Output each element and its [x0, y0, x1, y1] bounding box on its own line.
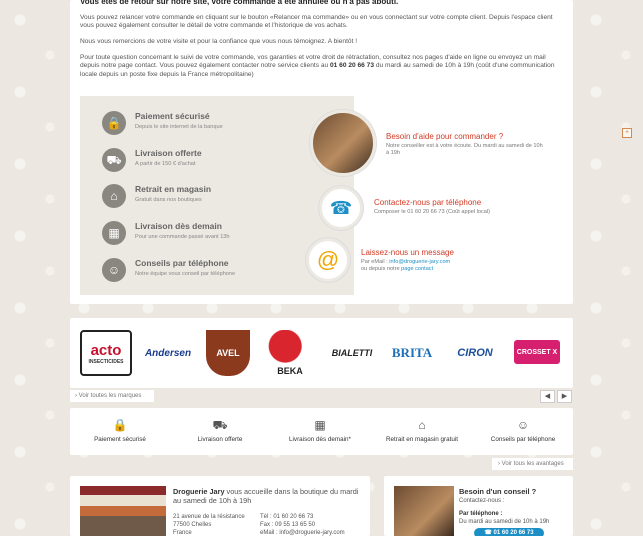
email-prefix: Par eMail : [361, 259, 390, 265]
brand-logo-ciron[interactable]: CIRON [457, 347, 493, 359]
help-order-title: Besoin d'aide pour commander ? [386, 132, 504, 141]
advantage-phone-advice[interactable] [473, 418, 573, 443]
service-subtitle: A partir de 150 € d'achat [135, 161, 196, 167]
service-title: Livraison dès demain [135, 221, 222, 231]
email-link[interactable]: info@droguerie-jary.com [389, 259, 451, 265]
person-phone-icon: ☺ [516, 418, 530, 432]
advisor-photo [394, 486, 454, 536]
see-all-advantages-label: Voir tous les avantages [501, 461, 564, 467]
customer-service-phone: 01 60 20 66 73 [330, 62, 374, 70]
advantage-label: Livraison offerte [197, 436, 243, 443]
advantage-free-delivery[interactable] [170, 418, 270, 443]
advantage-label: Conseils par téléphone [490, 436, 556, 443]
store-fax: Fax : 09 55 13 65 50 [260, 522, 316, 528]
store-photo [80, 486, 166, 536]
advice-hours: Du mardi au samedi de 10h à 19h [459, 519, 550, 525]
service-subtitle: Notre équipe vous conseil par téléphone [135, 271, 236, 277]
advice-title: Besoin d'un conseil ? [459, 487, 537, 496]
advantage-label: Paiement sécurisé [94, 436, 146, 443]
calendar-icon: ▦ [102, 221, 126, 245]
advantage-next-day[interactable] [270, 418, 370, 443]
phone-icon: ☎ [319, 186, 363, 230]
store-title [173, 487, 363, 505]
contact-info-before: Pour toute question concernant le suivi de votre commande, vos garanties et votre droit de rétractation, consultez nos pages d'aide en ligne ou envoyez un mail depuis notre page contact. Vous pouvez également contacter notre service clients au [80, 54, 546, 70]
contact-page-link[interactable]: page contact [401, 266, 434, 272]
shop-icon: ⌂ [418, 418, 426, 432]
brand-name: acto [90, 341, 122, 359]
service-title: Paiement sécurisé [135, 111, 210, 121]
store-info-panel [70, 476, 370, 536]
brand-name: BEKA [277, 366, 303, 376]
lock-icon: 🔒 [102, 111, 126, 135]
advice-panel [384, 476, 573, 536]
person-phone-icon: ☺ [102, 258, 126, 282]
store-contact [260, 513, 345, 536]
contact-info-text [80, 54, 560, 79]
advice-tel-label: Par téléphone : [459, 511, 503, 517]
see-all-brands-label: Voir toutes les marques [78, 393, 142, 399]
shop-icon: ⌂ [102, 184, 126, 208]
brand-logo-crosset[interactable]: CROSSET X [514, 340, 560, 364]
brand-logo-acto[interactable] [80, 330, 132, 376]
contact-info-after: du mardi au samedi de 10h à 19h (coût d'une communication locale depuis un poste fixe depuis la France métropolitaine) [80, 62, 555, 78]
help-phone-title: Contactez-nous par téléphone [374, 198, 482, 207]
advantages-bar [70, 408, 573, 455]
service-title: Retrait en magasin [135, 184, 212, 194]
side-tab-button[interactable]: + [622, 128, 632, 138]
store-tel: Tél : 01 60 20 66 73 [260, 514, 314, 520]
hand-truck-icon: ⛟ [102, 148, 126, 172]
see-all-advantages-link[interactable]: › Voir tous les avantages [492, 458, 573, 470]
help-order-desc: Notre conseiller est à votre écoute. Du mardi au samedi de 10h à 19h [386, 143, 543, 156]
help-area [310, 110, 572, 300]
store-intro: vous accueille dans la boutique du mardi au samedi de 10h à 19h [173, 487, 359, 505]
store-name: Droguerie Jary [173, 487, 225, 496]
brand-logo-andersen[interactable]: Andersen [144, 347, 192, 359]
service-subtitle: Gratuit dans nos boutiques [135, 197, 202, 203]
address-line-3: France [173, 530, 192, 536]
hand-truck-icon: ⛟ [212, 418, 228, 432]
address-line-1: 21 avenue de la résistance [173, 514, 245, 520]
help-message-title: Laissez-nous un message [361, 248, 454, 257]
advisor-photo [310, 110, 376, 176]
brand-logo-avel[interactable]: AVEL [206, 330, 250, 376]
service-subtitle: Depuis le site internet de la banque [135, 124, 223, 130]
page-prefix: ou depuis notre [361, 266, 402, 272]
brand-logo-brita[interactable]: BRITA [391, 345, 433, 360]
help-phone-desc: Composer le 01 60 20 66 73 (Coût appel local) [374, 209, 490, 215]
advice-subtitle: Contactez-nous : [459, 498, 505, 504]
carousel-next-button[interactable]: ▶ [557, 390, 572, 403]
brand-logo-beka[interactable] [266, 330, 314, 376]
advantage-store-pickup[interactable] [372, 418, 472, 443]
service-title: Conseils par téléphone [135, 258, 229, 268]
relaunch-order-text: Vous pouvez relancer votre commande en cliquant sur le bouton «Relancer ma commande» ou en vous connectant sur votre compte client. Depuis l'espace client vous pouvez également consulter le détail de votre commande et l'historique de vos achats. [80, 14, 553, 30]
advantage-label: Livraison dès demain* [289, 436, 351, 443]
advantage-secure-payment[interactable] [70, 418, 170, 443]
at-sign-icon: @ [306, 238, 350, 282]
store-email[interactable]: eMail : info@droguerie-jary.com [260, 530, 345, 536]
phone-icon: ☎ [484, 530, 494, 536]
lock-icon: 🔒 [112, 418, 128, 432]
service-title: Livraison offerte [135, 148, 202, 158]
calendar-icon: ▦ [314, 418, 326, 432]
advantage-label: Retrait en magasin gratuit [385, 436, 459, 443]
see-all-brands-link[interactable]: › Voir toutes les marques [70, 390, 154, 402]
brand-sub: INSECTICIDES [88, 358, 124, 365]
brand-logo-bialetti[interactable]: BIALETTI [331, 348, 373, 358]
page-heading: Vous êtes de retour sur notre site, votre commande a été annulée ou n'a pas abouti. [80, 0, 399, 6]
service-subtitle: Pour une commande passé avant 13h [135, 234, 230, 240]
thanks-text: Nous vous remercions de votre visite et pour la confiance que vous nous témoignez. A bientôt ! [80, 38, 358, 45]
advice-phone-number: 01 60 20 66 73 [493, 530, 534, 536]
brands-carousel [70, 318, 573, 388]
help-message-desc [361, 259, 521, 273]
store-address [173, 513, 245, 536]
address-line-2: 77500 Chelles [173, 522, 212, 528]
advice-phone-button[interactable] [474, 528, 544, 536]
carousel-prev-button[interactable]: ◀ [540, 390, 555, 403]
order-cancelled-panel [70, 0, 573, 304]
